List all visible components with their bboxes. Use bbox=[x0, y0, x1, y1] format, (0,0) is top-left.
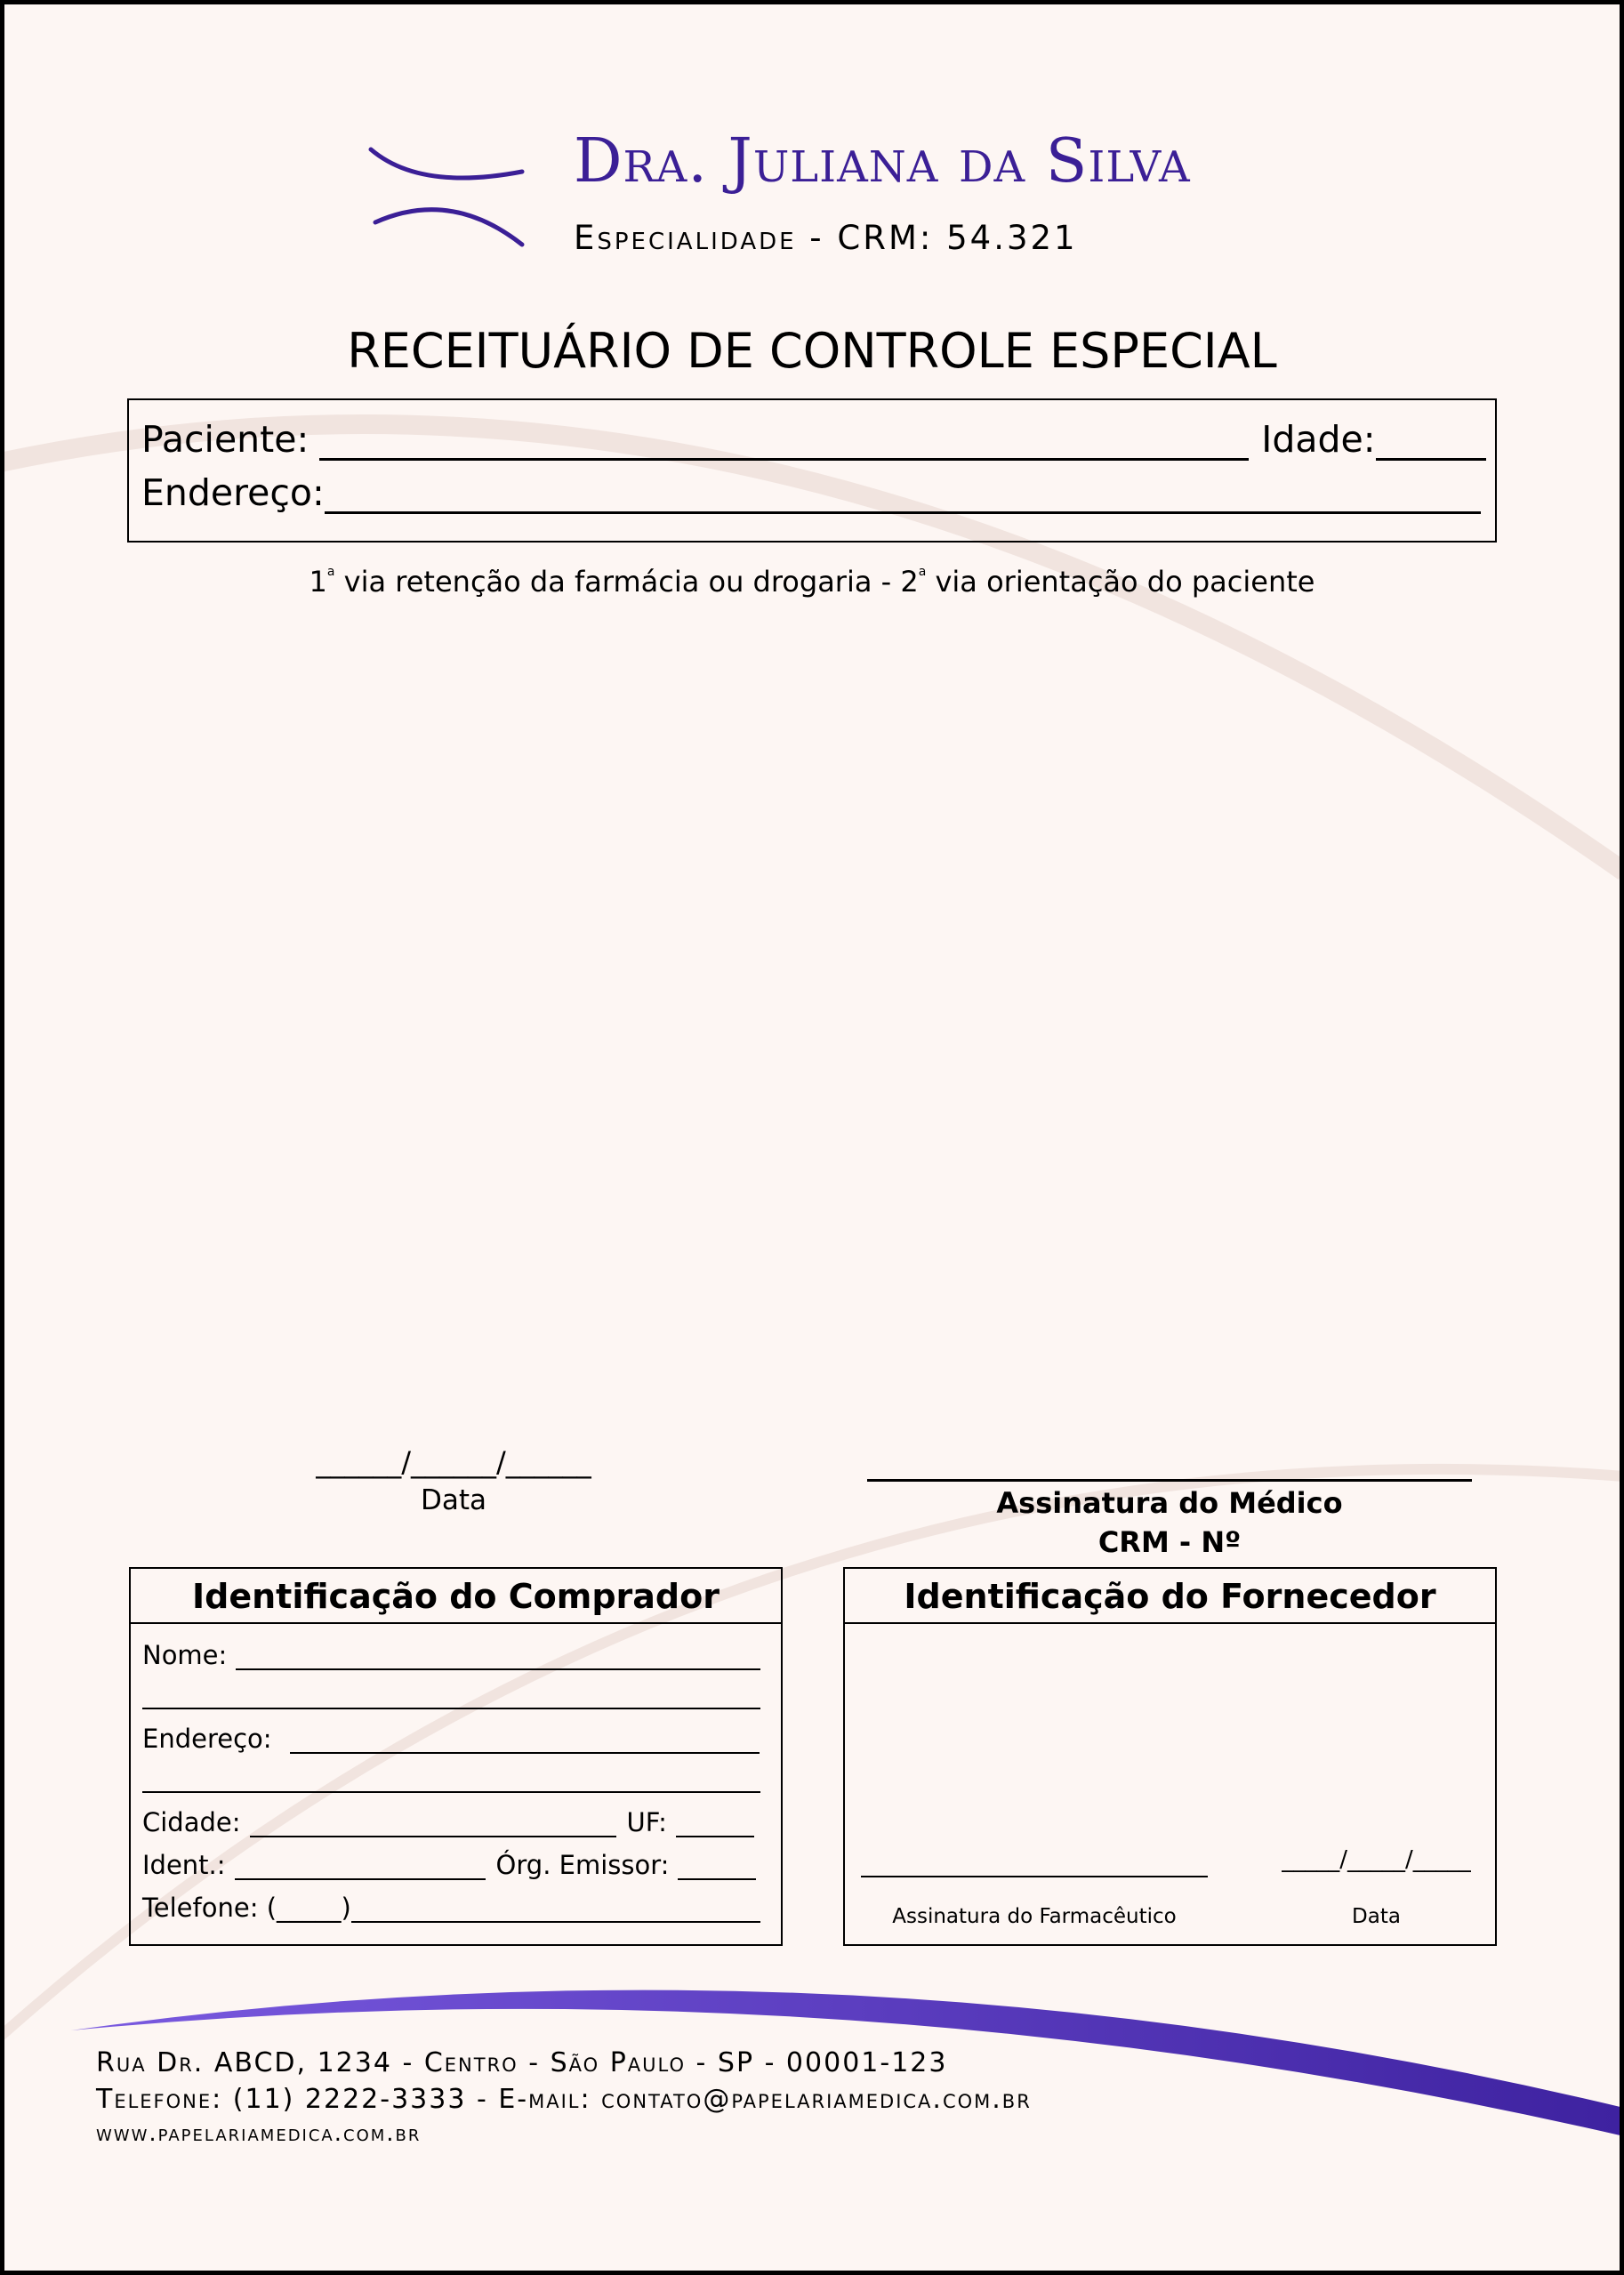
supplier-date-label: Data bbox=[1352, 1905, 1401, 1928]
doctor-name: Dra. Juliana da Silva bbox=[574, 126, 1191, 197]
patient-label: Paciente: bbox=[141, 418, 310, 461]
buyer-name-row bbox=[142, 1640, 760, 1670]
prescription-date-label: Data bbox=[420, 1484, 487, 1516]
footer-address: Rua Dr. ABCD, 1234 - Centro - São Paulo - SP - 00001-123 bbox=[96, 2047, 948, 2078]
buyer-address-field-2[interactable] bbox=[142, 1765, 760, 1793]
age-label: Idade: bbox=[1261, 418, 1376, 461]
doctor-signature-field[interactable] bbox=[867, 1445, 1472, 1482]
buyer-phone-label: Telefone: (_____) bbox=[142, 1893, 351, 1923]
buyer-name-field-2[interactable] bbox=[142, 1681, 760, 1709]
prescription-date-field[interactable]: ______/______/______ bbox=[316, 1445, 591, 1479]
footer-website: www.papelariamedica.com.br bbox=[96, 2120, 422, 2147]
buyer-name-label: Nome: bbox=[142, 1640, 228, 1670]
buyer-phone-field[interactable] bbox=[351, 1894, 760, 1923]
buyer-ident-row bbox=[142, 1850, 756, 1880]
doctor-signature-block bbox=[867, 1445, 1472, 1560]
buyer-city-row bbox=[142, 1807, 754, 1837]
address-label: Endereço: bbox=[141, 471, 325, 514]
specialty-crm: Especialidade - CRM: 54.321 bbox=[574, 219, 1078, 257]
buyer-address-row-2 bbox=[142, 1765, 760, 1793]
buyer-ident-field[interactable] bbox=[235, 1852, 486, 1880]
via-2-text: via orientação do paciente bbox=[926, 565, 1315, 599]
buyer-org-field[interactable] bbox=[678, 1852, 756, 1880]
via-2-sup: a bbox=[918, 565, 927, 579]
via-1-number: 1 bbox=[309, 565, 327, 599]
buyer-name-row-2 bbox=[142, 1681, 760, 1709]
doctor-crm-label: CRM - Nº bbox=[1097, 1525, 1242, 1559]
pharmacist-signature-label: Assinatura do Farmacêutico bbox=[892, 1905, 1177, 1928]
patient-row bbox=[141, 418, 1486, 461]
patient-box bbox=[127, 398, 1497, 543]
buyer-box-title: Identificação do Comprador bbox=[131, 1569, 781, 1624]
supplier-date-field[interactable]: _____/_____/_____ bbox=[1282, 1846, 1471, 1873]
document-title: RECEITUÁRIO DE CONTROLE ESPECIAL bbox=[347, 323, 1277, 379]
logo-swoosh-icon bbox=[366, 142, 531, 253]
supplier-box-title: Identificação do Fornecedor bbox=[845, 1569, 1495, 1624]
buyer-ident-label: Ident.: bbox=[142, 1850, 226, 1880]
address-field[interactable] bbox=[325, 476, 1481, 514]
buyer-phone-row bbox=[142, 1893, 760, 1923]
buyer-org-label: Órg. Emissor: bbox=[495, 1850, 670, 1880]
prescription-date-block bbox=[302, 1445, 605, 1516]
pharmacist-signature-field[interactable] bbox=[861, 1876, 1208, 1877]
via-1-sup: a bbox=[326, 565, 335, 579]
buyer-box bbox=[129, 1567, 783, 1946]
buyer-uf-label: UF: bbox=[626, 1807, 667, 1837]
buyer-address-label: Endereço: bbox=[142, 1724, 272, 1754]
age-field[interactable] bbox=[1376, 422, 1486, 461]
doctor-signature-label: Assinatura do Médico bbox=[996, 1486, 1343, 1520]
buyer-address-row bbox=[142, 1724, 760, 1754]
footer-contact: Telefone: (11) 2222-3333 - E-mail: contato@papelariamedica.com.br bbox=[96, 2084, 1032, 2115]
via-2-number: 2 bbox=[900, 565, 919, 599]
supplier-box bbox=[843, 1567, 1497, 1946]
patient-name-field[interactable] bbox=[319, 422, 1249, 461]
via-1-text: via retenção da farmácia ou drogaria - bbox=[334, 565, 901, 599]
buyer-address-field[interactable] bbox=[290, 1725, 760, 1754]
address-row bbox=[141, 471, 1481, 514]
buyer-city-field[interactable] bbox=[250, 1809, 616, 1837]
buyer-uf-field[interactable] bbox=[676, 1809, 754, 1837]
buyer-name-field[interactable] bbox=[236, 1642, 760, 1670]
via-note bbox=[0, 565, 1624, 599]
buyer-city-label: Cidade: bbox=[142, 1807, 241, 1837]
